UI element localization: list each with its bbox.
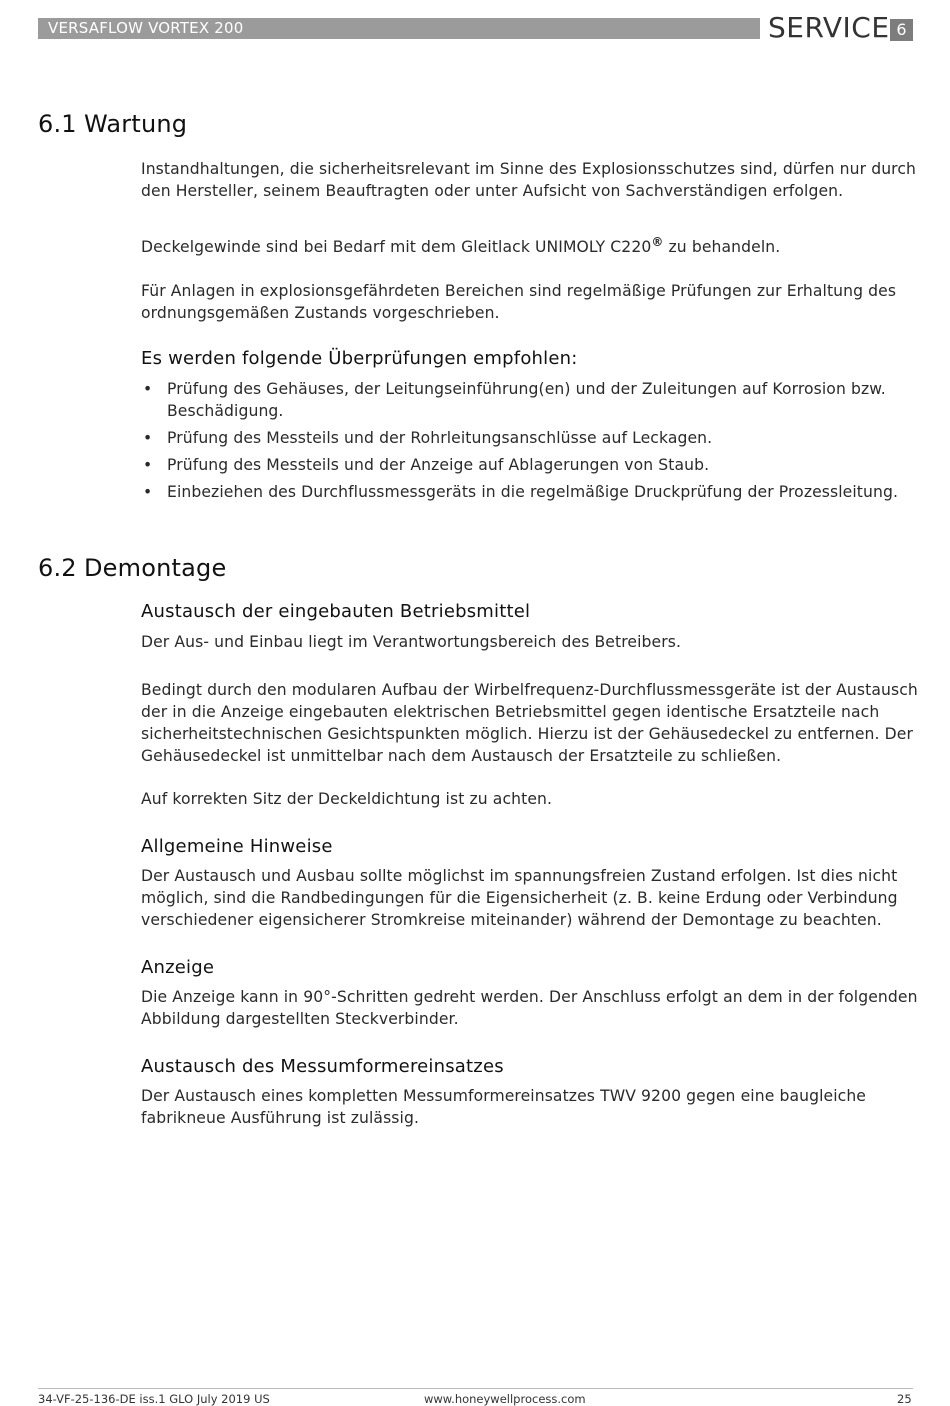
- section-number: 6.1: [38, 110, 77, 138]
- list-item: [141, 454, 921, 476]
- list-item: [141, 378, 921, 422]
- list-item: [141, 427, 921, 449]
- page-number: 25: [897, 1392, 912, 1406]
- paragraph: Bedingt durch den modularen Aufbau der Wirbelfrequenz-Durchflussmessgeräte ist der Austausch der in die Anzeige eingebauten elektrischen Betriebsmittel gegen identische Ersatzteile nach sicherheitstechnischen Gesichtspunkten möglich. Hierzu ist der Gehäusedeckel zu entfernen. Der Gehäusedeckel ist unmittelbar nach dem Austausch der Ersatzteile zu schließen.: [141, 681, 918, 765]
- paragraph-unimoly: [141, 231, 921, 258]
- list-item: [141, 481, 921, 503]
- page-header: [38, 11, 913, 44]
- list-item-text: Prüfung des Gehäuses, der Leitungseinführung(en) und der Zuleitungen auf Korrosion bzw. Beschädigung.: [167, 380, 886, 420]
- section-number-badge: 6: [890, 19, 913, 41]
- paragraph: Der Austausch und Ausbau sollte möglichst im spannungsfreien Zustand erfolgen. Ist dies nicht möglich, sind die Randbedingungen für die Eigensicherheit (z. B. keine Erdung oder Verbindung verschiedener eigensicherer Stromkreise miteinander) während der Demontage zu beachten.: [141, 867, 898, 929]
- list-item-text: Einbeziehen des Durchflussmessgeräts in die regelmäßige Druckprüfung der Prozessleitung.: [167, 483, 899, 501]
- section-title-text: Wartung: [84, 110, 188, 138]
- bullet-icon: •: [143, 456, 153, 474]
- document-id: 34-VF-25-136-DE iss.1 GLO July 2019 US: [38, 1392, 270, 1406]
- bullet-icon: •: [143, 380, 153, 398]
- registered-mark: ®: [651, 235, 664, 249]
- footer-divider: [38, 1388, 913, 1389]
- subheading-austausch-betriebsmittel: Austausch der eingebauten Betriebsmittel: [141, 601, 531, 622]
- section-title-text: Demontage: [84, 554, 227, 582]
- section-number: 6.2: [38, 554, 77, 582]
- checks-list: [141, 378, 921, 508]
- section-heading-wartung: [38, 110, 187, 138]
- paragraph-text: zu behandeln.: [663, 238, 781, 256]
- website-link[interactable]: www.honeywellprocess.com: [424, 1392, 586, 1406]
- list-item-text: Prüfung des Messteils und der Anzeige auf Ablagerungen von Staub.: [167, 456, 710, 474]
- section-title: SERVICE: [768, 11, 890, 44]
- header-bar: [38, 18, 760, 39]
- section-heading-demontage: [38, 554, 226, 582]
- list-item-text: Prüfung des Messteils und der Rohrleitungsanschlüsse auf Leckagen.: [167, 429, 713, 447]
- paragraph: Instandhaltungen, die sicherheitsrelevant im Sinne des Explosionsschutzes sind, dürfen nur durch den Hersteller, seinem Beauftragten oder unter Aufsicht von Sachverständigen erfolgen.: [141, 160, 917, 200]
- paragraph: Für Anlagen in explosionsgefährdeten Bereichen sind regelmäßige Prüfungen zur Erhaltung des ordnungsgemäßen Zustands vorgeschrieben.: [141, 282, 897, 322]
- subheading-anzeige: Anzeige: [141, 957, 215, 978]
- subheading-messumformereinsatz: Austausch des Messumformereinsatzes: [141, 1056, 504, 1077]
- subheading-allgemeine-hinweise: Allgemeine Hinweise: [141, 836, 333, 857]
- paragraph: Auf korrekten Sitz der Deckeldichtung ist zu achten.: [141, 790, 553, 808]
- bullet-icon: •: [143, 483, 153, 501]
- subheading-checks: Es werden folgende Überprüfungen empfohlen:: [141, 348, 578, 369]
- product-title: VERSAFLOW VORTEX 200: [48, 19, 244, 37]
- paragraph-text: Deckelgewinde sind bei Bedarf mit dem Gleitlack UNIMOLY C220: [141, 238, 652, 256]
- paragraph: Der Austausch eines kompletten Messumformereinsatzes TWV 9200 gegen eine baugleiche fabrikneue Ausführung ist zulässig.: [141, 1087, 867, 1127]
- paragraph: Die Anzeige kann in 90°-Schritten gedreht werden. Der Anschluss erfolgt an dem in der folgenden Abbildung dargestellten Steckverbinder.: [141, 988, 918, 1028]
- bullet-icon: •: [143, 429, 153, 447]
- paragraph: Der Aus- und Einbau liegt im Verantwortungsbereich des Betreibers.: [141, 633, 681, 651]
